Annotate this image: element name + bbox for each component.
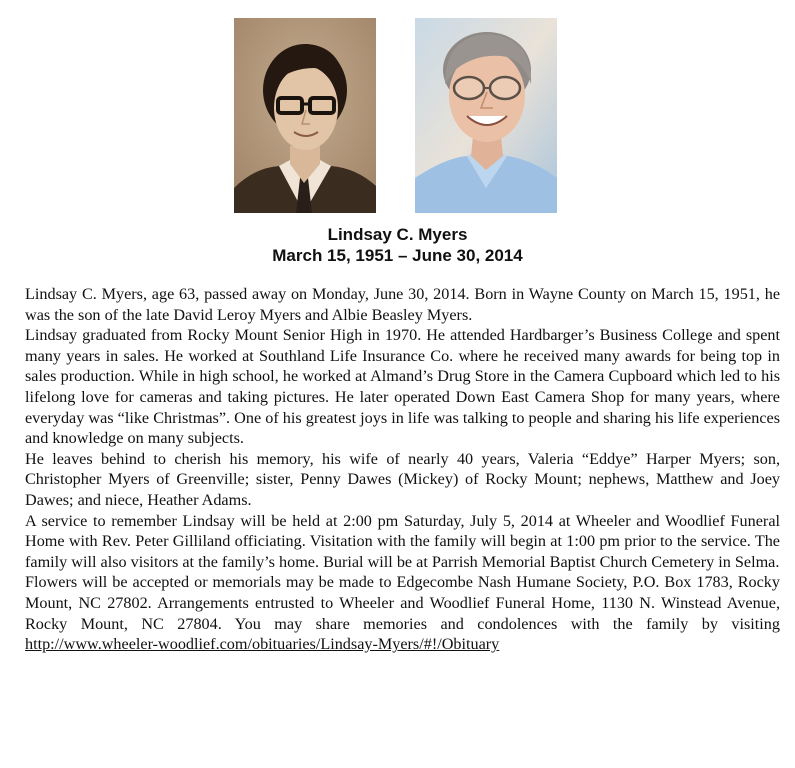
life-dates: March 15, 1951 – June 30, 2014 xyxy=(272,246,523,265)
obituary-body xyxy=(25,284,780,655)
portrait-older-photo xyxy=(415,18,557,213)
portrait-older-image xyxy=(415,18,557,213)
closing-text: Flowers will be accepted or memorials may be made to Edgecombe Nash Humane Society, P.O. Box 1783, Rocky Mount, NC 27802. Arrangements entrusted to Wheeler and Woodlief Funeral Home, 1130 N. Winstead Avenue, Rocky Mount, NC 27804. You may share memories and condolences with the family by visiting xyxy=(25,573,780,633)
obituary-header xyxy=(0,224,795,266)
paragraph-service: A service to remember Lindsay will be held at 2:00 pm Saturday, July 5, 2014 at Wheeler and Woodlief Funeral Home with Rev. Peter Gilliland officiating. Visitation with the family will begin at 1:00 pm prior to the service. The family will also visitors at the family’s home. Burial will be at Parrish Memorial Baptist Church Cemetery in Selma. xyxy=(25,511,780,571)
paragraph-career: Lindsay graduated from Rocky Mount Senior High in 1970. He attended Hardbarger’s Business College and spent many years in sales. He worked at Southland Life Insurance Co. where he received many awards for being top in sales production. While in high school, he worked at Almand’s Drug Store in the Camera Cupboard which led to his lifelong love for cameras and taking pictures. He later operated Down East Camera Shop for many years, where everyday was “like Christmas”. One of his greatest joys in life was talking to people and sharing his life experiences and knowledge on many subjects. xyxy=(25,326,780,448)
portrait-young-image xyxy=(234,18,376,213)
deceased-name: Lindsay C. Myers xyxy=(327,225,468,244)
obituary-link[interactable]: http://www.wheeler-woodlief.com/obituaries/Lindsay-Myers/#!/Obituary xyxy=(25,635,500,654)
paragraph-survivors: He leaves behind to cherish his memory, his wife of nearly 40 years, Valeria “Eddye” Harper Myers; son, Christopher Myers of Greenville; sister, Penny Dawes (Mickey) of Rocky Mount; nephews, Matthew and Joey Dawes; and niece, Heather Adams. xyxy=(25,449,780,509)
paragraph-birth: Lindsay C. Myers, age 63, passed away on Monday, June 30, 2014. Born in Wayne County on March 15, 1951, he was the son of the late David Leroy Myers and Albie Beasley Myers. xyxy=(25,285,780,324)
photo-row xyxy=(0,18,795,213)
portrait-young-photo xyxy=(234,18,376,213)
paragraph-closing xyxy=(25,572,780,654)
